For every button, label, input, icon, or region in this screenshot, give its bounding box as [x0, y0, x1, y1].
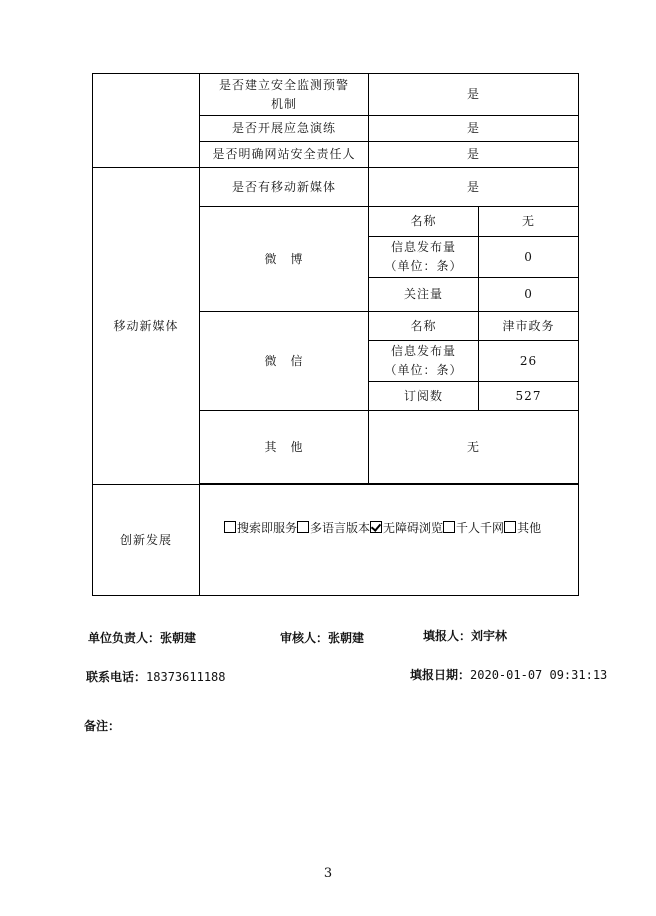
option-other[interactable]: 其他 [504, 521, 541, 535]
option-accessibility[interactable]: 无障碍浏览 [370, 521, 443, 535]
other-media-label: 其 他 [200, 411, 369, 484]
page-number: 3 [323, 866, 333, 881]
checkbox-icon[interactable] [443, 521, 455, 533]
option-personalized[interactable]: 千人千网 [443, 521, 504, 535]
checkbox-icon[interactable] [224, 521, 236, 533]
responsible-label: 是否明确网站安全责任人 [200, 142, 369, 168]
security-section-cell [93, 74, 200, 168]
has-media-label: 是否有移动新媒体 [200, 168, 369, 207]
fill-date: 填报日期：2020-01-07 09:31:13 [410, 668, 608, 682]
report-table [92, 73, 579, 596]
wechat-posts-label-line1: 信息发布量 [390, 344, 456, 358]
wechat-subs-value: 527 [479, 382, 579, 411]
monitoring-label [200, 74, 369, 116]
reviewer: 审核人：张朝建 [280, 631, 365, 645]
media-section-label: 移动新媒体 [93, 168, 200, 485]
option-search-service[interactable]: 搜索即服务 [224, 521, 297, 535]
has-media-value: 是 [369, 168, 579, 207]
option-multilanguage[interactable]: 多语言版本 [297, 521, 370, 535]
weibo-name-label: 名称 [369, 207, 479, 237]
drill-value: 是 [369, 116, 579, 142]
wechat-subs-label: 订阅数 [369, 382, 479, 411]
monitoring-label-line1: 是否建立安全监测预警 [218, 77, 349, 92]
responsible-value: 是 [369, 142, 579, 168]
weibo-posts-label-line2: （单位：条） [384, 259, 463, 273]
wechat-posts-label [369, 341, 479, 382]
other-media-value: 无 [369, 411, 579, 484]
checkbox-icon[interactable] [504, 521, 516, 533]
wechat-name-value: 津市政务 [479, 312, 579, 341]
wechat-posts-value: 26 [479, 341, 579, 382]
weibo-posts-value: 0 [479, 237, 579, 278]
checkbox-icon[interactable] [297, 521, 309, 533]
innovation-label: 创新发展 [93, 485, 200, 596]
wechat-label: 微 信 [200, 312, 369, 411]
weibo-followers-label: 关注量 [369, 278, 479, 312]
innovation-options [200, 485, 579, 596]
filler: 填报人：刘宇林 [423, 629, 508, 643]
wechat-posts-label-line2: （单位：条） [384, 363, 463, 377]
monitoring-value: 是 [369, 74, 579, 116]
unit-head: 单位负责人：张朝建 [88, 631, 197, 645]
checkbox-checked-icon[interactable] [370, 521, 382, 533]
phone: 联系电话：18373611188 [86, 670, 226, 684]
weibo-posts-label [369, 237, 479, 278]
weibo-label: 微 博 [200, 207, 369, 312]
remarks-label: 备注： [84, 719, 121, 733]
drill-label: 是否开展应急演练 [200, 116, 369, 142]
monitoring-label-line2: 机制 [270, 96, 297, 111]
weibo-followers-value: 0 [479, 278, 579, 312]
wechat-name-label: 名称 [369, 312, 479, 341]
weibo-name-value: 无 [479, 207, 579, 237]
weibo-posts-label-line1: 信息发布量 [390, 240, 456, 254]
